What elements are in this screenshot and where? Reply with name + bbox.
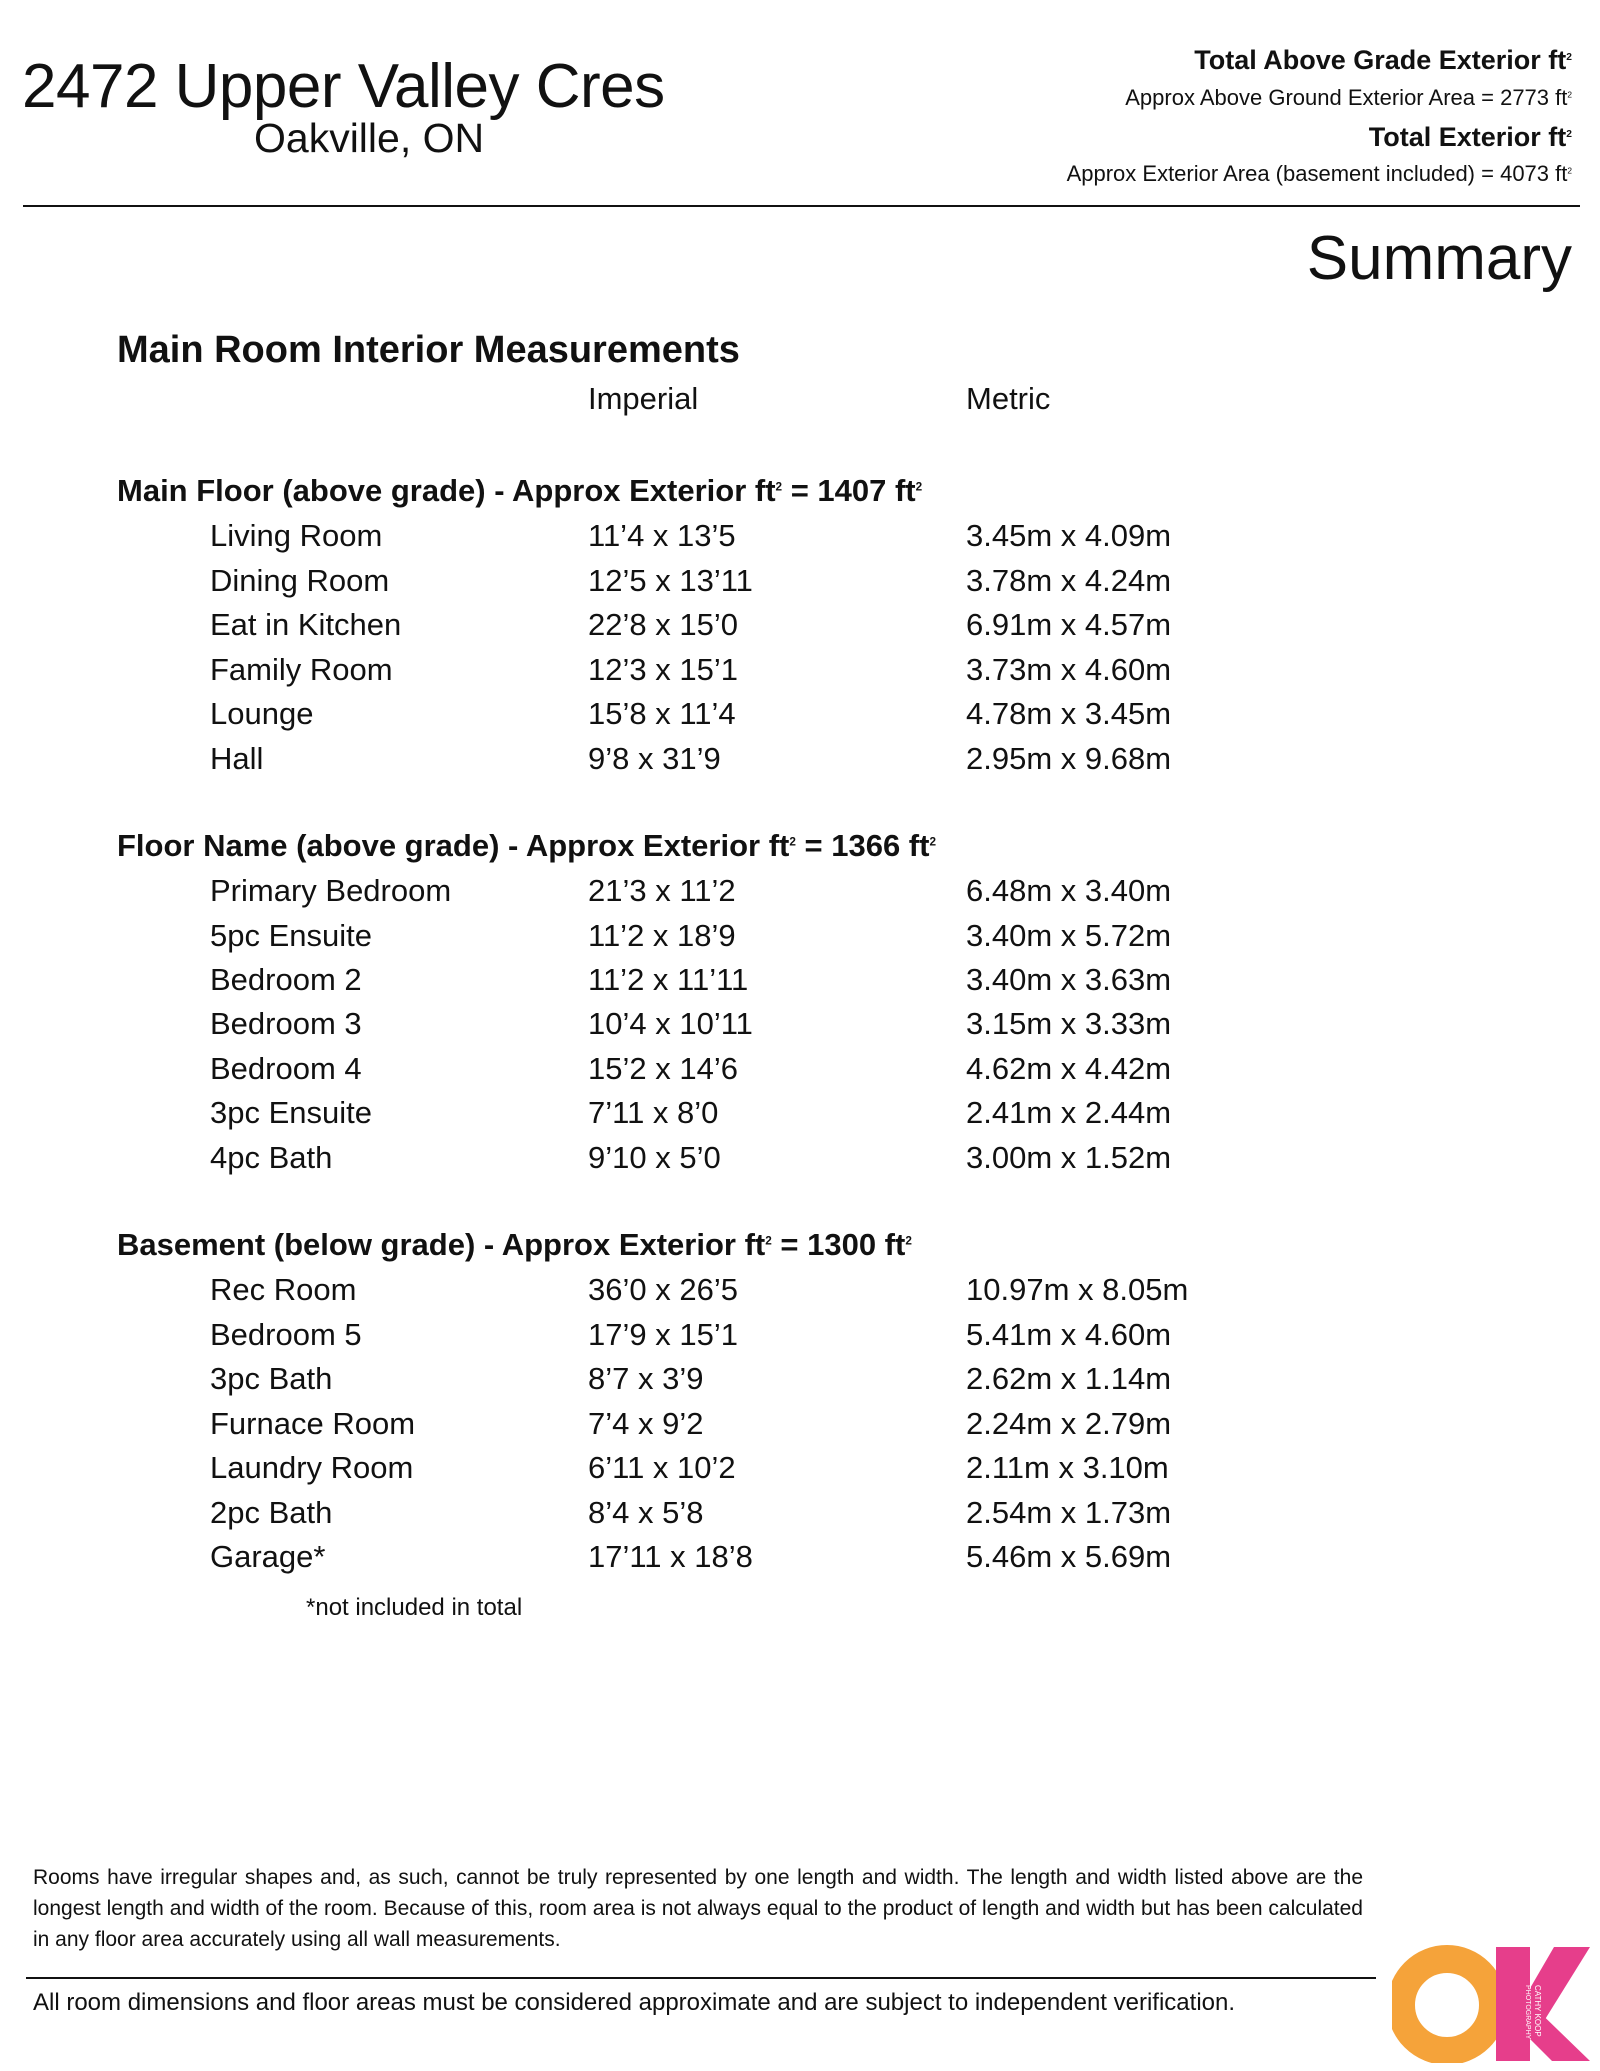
logo-name-line2: PHOTOGRAPHY xyxy=(1524,1985,1531,2040)
room-name: 2pc Bath xyxy=(210,1495,333,1530)
total-exterior-title-text: Total Exterior ft xyxy=(1368,122,1567,152)
room-metric: 2.54m x 1.73m xyxy=(966,1495,1172,1530)
room-metric: 5.46m x 5.69m xyxy=(966,1539,1172,1574)
above-grade-detail xyxy=(1125,84,1572,112)
room-metric: 3.73m x 4.60m xyxy=(966,652,1172,687)
page-title: Summary xyxy=(1306,224,1572,293)
room-metric: 4.62m x 4.42m xyxy=(966,1051,1172,1086)
room-row xyxy=(0,737,1600,781)
room-name: 4pc Bath xyxy=(210,1140,333,1175)
room-row xyxy=(0,1491,1600,1535)
section-title: Main Room Interior Measurements xyxy=(117,329,740,371)
room-name: Laundry Room xyxy=(210,1450,414,1485)
room-name: Rec Room xyxy=(210,1272,357,1307)
room-imperial: 7’4 x 9’2 xyxy=(588,1406,704,1441)
room-metric: 6.48m x 3.40m xyxy=(966,873,1172,908)
above-grade-detail-text: Approx Above Ground Exterior Area = 2773 ft xyxy=(1125,85,1568,110)
floor-heading-value: = 1366 ft xyxy=(795,828,930,863)
superscript-2: 2 xyxy=(1566,128,1572,140)
room-imperial: 17’9 x 15’1 xyxy=(588,1317,738,1352)
room-name: Bedroom 4 xyxy=(210,1051,362,1086)
garage-note: *not included in total xyxy=(306,1594,523,1621)
room-name: Hall xyxy=(210,741,264,776)
total-exterior-detail-text: Approx Exterior Area (basement included) = 4073 ft xyxy=(1066,161,1568,186)
room-row xyxy=(0,1091,1600,1135)
above-grade-title xyxy=(1194,44,1572,76)
room-name: Lounge xyxy=(210,696,314,731)
room-row xyxy=(0,514,1600,558)
room-row xyxy=(0,1535,1600,1579)
footer-divider xyxy=(26,1977,1376,1979)
room-name: Furnace Room xyxy=(210,1406,416,1441)
room-metric: 2.24m x 2.79m xyxy=(966,1406,1172,1441)
room-imperial: 15’8 x 11’4 xyxy=(588,696,736,731)
floor-heading-value: = 1300 ft xyxy=(771,1227,906,1262)
room-row xyxy=(0,603,1600,647)
room-imperial: 15’2 x 14’6 xyxy=(588,1051,738,1086)
floor-heading-value: = 1407 ft xyxy=(782,473,916,508)
room-metric: 3.15m x 3.33m xyxy=(966,1006,1172,1041)
room-name: 3pc Bath xyxy=(210,1361,333,1396)
logo-name-line1: CATHY KOOP xyxy=(1533,1985,1542,2037)
room-row xyxy=(0,1357,1600,1401)
room-imperial: 21’3 x 11’2 xyxy=(588,873,736,908)
room-imperial: 7’11 x 8’0 xyxy=(588,1095,719,1130)
room-row xyxy=(0,1402,1600,1446)
room-imperial: 10’4 x 10’11 xyxy=(588,1006,753,1041)
room-row xyxy=(0,1313,1600,1357)
superscript-2: 2 xyxy=(929,835,936,849)
column-header-metric: Metric xyxy=(966,381,1051,416)
room-row xyxy=(0,869,1600,913)
room-row xyxy=(0,914,1600,958)
room-imperial: 36’0 x 26’5 xyxy=(588,1272,738,1307)
room-metric: 4.78m x 3.45m xyxy=(966,696,1172,731)
superscript-2: 2 xyxy=(1566,51,1572,63)
room-imperial: 12’5 x 13’11 xyxy=(588,563,753,598)
room-metric: 6.91m x 4.57m xyxy=(966,607,1172,642)
room-metric: 3.45m x 4.09m xyxy=(966,518,1172,553)
room-metric: 5.41m x 4.60m xyxy=(966,1317,1172,1352)
superscript-2: 2 xyxy=(765,1234,772,1248)
room-name: 5pc Ensuite xyxy=(210,918,372,953)
room-imperial: 8’4 x 5’8 xyxy=(588,1495,704,1530)
room-name: Bedroom 5 xyxy=(210,1317,362,1352)
superscript-2: 2 xyxy=(1567,165,1572,176)
room-metric: 3.40m x 3.63m xyxy=(966,962,1172,997)
room-row xyxy=(0,1136,1600,1180)
room-metric: 10.97m x 8.05m xyxy=(966,1272,1189,1307)
room-metric: 2.11m x 3.10m xyxy=(966,1450,1169,1485)
header-divider xyxy=(23,205,1580,207)
room-imperial: 11’2 x 11’11 xyxy=(588,962,749,997)
total-exterior-detail xyxy=(1067,160,1572,188)
room-name: Bedroom 2 xyxy=(210,962,362,997)
logo-letter-k xyxy=(1496,1947,1590,2061)
address-line-2: Oakville, ON xyxy=(254,115,485,161)
room-imperial: 9’10 x 5’0 xyxy=(588,1140,721,1175)
room-row xyxy=(0,1446,1600,1490)
room-name: Garage* xyxy=(210,1539,326,1574)
floor-heading-upper xyxy=(117,827,936,865)
room-name: Dining Room xyxy=(210,563,390,598)
room-metric: 3.40m x 5.72m xyxy=(966,918,1172,953)
room-imperial: 9’8 x 31’9 xyxy=(588,741,721,776)
room-row xyxy=(0,1047,1600,1091)
room-name: 3pc Ensuite xyxy=(210,1095,372,1130)
superscript-2: 2 xyxy=(789,835,796,849)
room-imperial: 11’4 x 13’5 xyxy=(588,518,736,553)
above-grade-title-text: Total Above Grade Exterior ft xyxy=(1194,45,1567,75)
room-metric: 2.41m x 2.44m xyxy=(966,1095,1172,1130)
column-header-imperial: Imperial xyxy=(588,381,699,416)
room-row xyxy=(0,1002,1600,1046)
room-metric: 3.00m x 1.52m xyxy=(966,1140,1172,1175)
room-imperial: 17’11 x 18’8 xyxy=(588,1539,753,1574)
room-imperial: 8’7 x 3’9 xyxy=(588,1361,704,1396)
superscript-2: 2 xyxy=(905,1234,912,1248)
floor-heading-text: Floor Name (above grade) - Approx Exterior ft xyxy=(117,828,790,863)
room-imperial: 6’11 x 10’2 xyxy=(588,1450,736,1485)
room-metric: 2.95m x 9.68m xyxy=(966,741,1172,776)
floor-heading-basement xyxy=(117,1226,912,1264)
room-name: Bedroom 3 xyxy=(210,1006,362,1041)
floor-heading-main xyxy=(117,472,922,510)
room-imperial: 11’2 x 18’9 xyxy=(588,918,736,953)
room-row xyxy=(0,958,1600,1002)
footer-note: All room dimensions and floor areas must be considered approximate and are subject to independent verification. xyxy=(33,1989,1236,2016)
photographer-logo xyxy=(1392,1943,1592,2063)
total-exterior-title xyxy=(1369,121,1572,153)
superscript-2: 2 xyxy=(775,480,783,494)
room-row xyxy=(0,1268,1600,1312)
room-row xyxy=(0,559,1600,603)
room-name: Family Room xyxy=(210,652,393,687)
floor-heading-text: Main Floor (above grade) - Approx Exterior ft xyxy=(117,473,776,508)
room-metric: 3.78m x 4.24m xyxy=(966,563,1172,598)
room-row xyxy=(0,692,1600,736)
room-row xyxy=(0,648,1600,692)
room-name: Eat in Kitchen xyxy=(210,607,402,642)
floor-heading-text: Basement (below grade) - Approx Exterior ft xyxy=(117,1227,766,1262)
superscript-2: 2 xyxy=(915,480,923,494)
room-imperial: 22’8 x 15’0 xyxy=(588,607,738,642)
room-name: Primary Bedroom xyxy=(210,873,452,908)
logo-mark xyxy=(1392,1943,1592,2063)
logo-letter-o xyxy=(1401,1959,1493,2051)
room-metric: 2.62m x 1.14m xyxy=(966,1361,1172,1396)
disclaimer-text: Rooms have irregular shapes and, as such, cannot be truly represented by one length and width. The length and width listed above are the longest length and width of the room. Because of this, room area is not always equal to the product of length and width but has been calculated in any floor area accurately using all wall measurements. xyxy=(33,1866,1363,1951)
room-name: Living Room xyxy=(210,518,383,553)
superscript-2: 2 xyxy=(1567,89,1572,100)
address-line-1: 2472 Upper Valley Cres xyxy=(22,52,665,121)
room-imperial: 12’3 x 15’1 xyxy=(588,652,738,687)
